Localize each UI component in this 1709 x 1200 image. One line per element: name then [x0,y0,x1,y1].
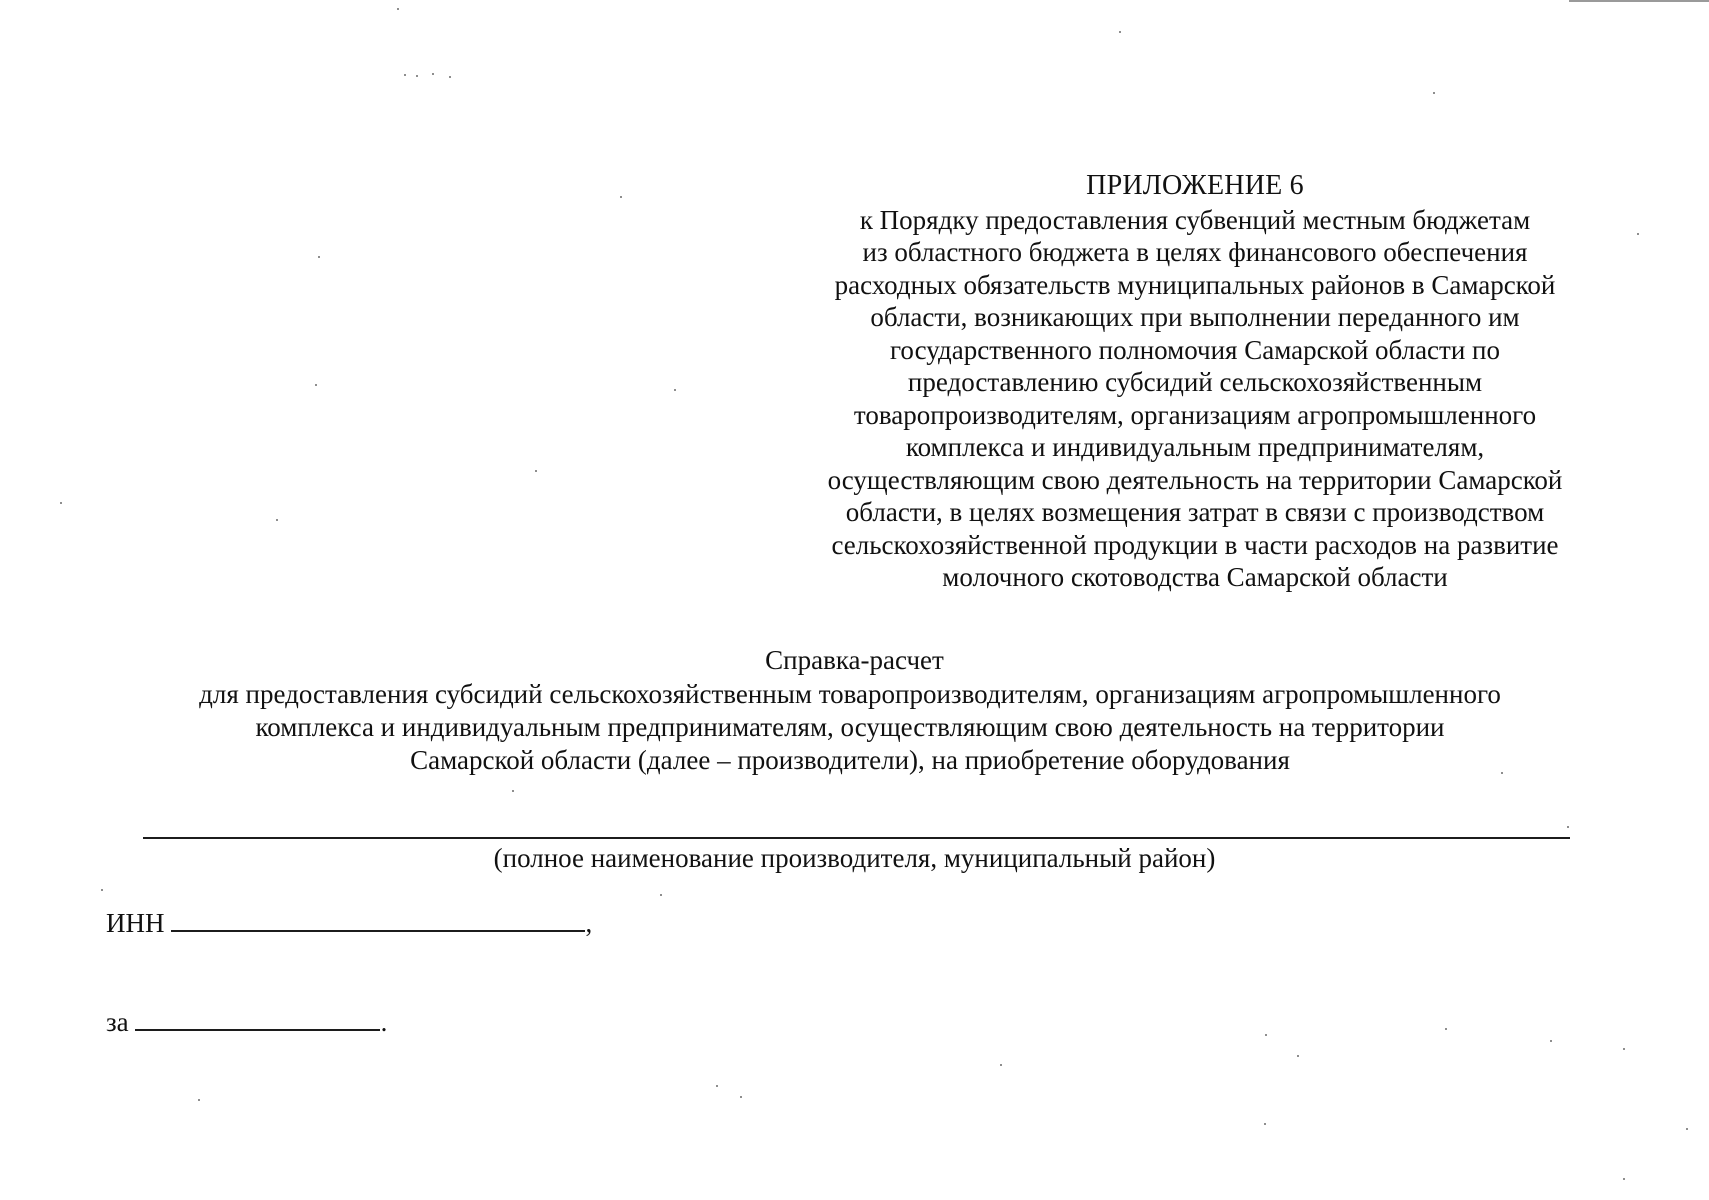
scan-speck [1686,1128,1688,1130]
appendix-text-line: государственного полномочия Самарской области по [890,334,1500,365]
scan-speck [416,75,418,77]
scan-speck [1297,1055,1299,1057]
document-subtitle-line: Самарской области (далее – производители), на приобретение оборудования [410,745,1290,775]
period-blank[interactable] [135,1005,380,1031]
scan-speck [1264,1123,1266,1125]
appendix-text-line: области, в целях возмещения затрат в связи с производством [845,497,1545,527]
appendix-text-line: сельскохозяйственной продукции в части расходов на развитие [831,529,1559,560]
appendix-text-line: расходных обязательств муниципальных районов в Самарской [834,269,1556,300]
appendix-text-line: товаропроизводителям, организациям агропромышленного [853,399,1537,430]
scan-speck [318,256,320,258]
scan-speck [449,76,451,78]
scan-speck [1637,233,1639,235]
appendix-header [780,170,1610,594]
scan-edge-mark [1569,0,1709,2]
period-field-row [106,1005,387,1038]
appendix-text-line: предоставлению субсидий сельскохозяйственным [907,367,1483,397]
scan-speck [1265,1034,1267,1036]
appendix-text-line: из областного бюджета в целях финансового обеспечения [862,237,1528,267]
scan-speck [1623,1048,1625,1050]
scan-speck [276,519,278,521]
period-suffix: . [380,1007,388,1037]
document-subtitle [110,678,1590,777]
inn-suffix: , [585,908,593,938]
scan-speck [740,1096,742,1098]
scan-speck [404,74,406,76]
appendix-title: ПРИЛОЖЕНИЕ 6 [1086,170,1304,201]
appendix-text-line: области, возникающих при выполнении переданного им [870,302,1520,332]
appendix-text-line: молочного скотоводства Самарской области [942,562,1448,592]
scan-speck [1550,1040,1552,1042]
appendix-text-line: осуществляющим свою деятельность на территории Самарской [827,464,1563,495]
scan-speck [1000,1064,1002,1066]
scan-speck [716,1085,718,1087]
appendix-text-line: комплекса и индивидуальным предпринимателям, [905,432,1485,462]
producer-name-blank[interactable] [143,837,1570,839]
inn-field-row [106,906,592,939]
scan-speck [512,790,514,792]
document-subtitle-line: для предоставления субсидий сельскохозяйственным товаропроизводителям, организациям агропромышленного [199,679,1501,709]
document-title: Справка-расчет [765,645,944,675]
scan-speck [101,889,103,891]
scan-speck [660,894,662,896]
scan-speck [1433,92,1435,94]
period-label: за [106,1007,129,1037]
scan-speck [432,73,434,75]
inn-label: ИНН [106,908,165,938]
appendix-text-line: к Порядку предоставления субвенций местным бюджетам [859,204,1531,235]
scan-speck [315,384,317,386]
inn-blank[interactable] [171,906,585,932]
scan-speck [535,470,537,472]
scan-speck [1623,1178,1625,1180]
scan-speck [1445,1028,1447,1030]
scan-speck [1567,826,1569,828]
producer-name-caption: (полное наименование производителя, муниципальный район) [493,843,1216,873]
scan-speck [620,196,622,198]
scan-speck [60,502,62,504]
scan-speck [1119,31,1121,33]
scan-speck [674,389,676,391]
scan-speck [397,8,399,10]
document-subtitle-line: комплекса и индивидуальным предпринимателям, осуществляющим свою деятельность на территории [255,712,1445,742]
scan-speck [198,1099,200,1101]
